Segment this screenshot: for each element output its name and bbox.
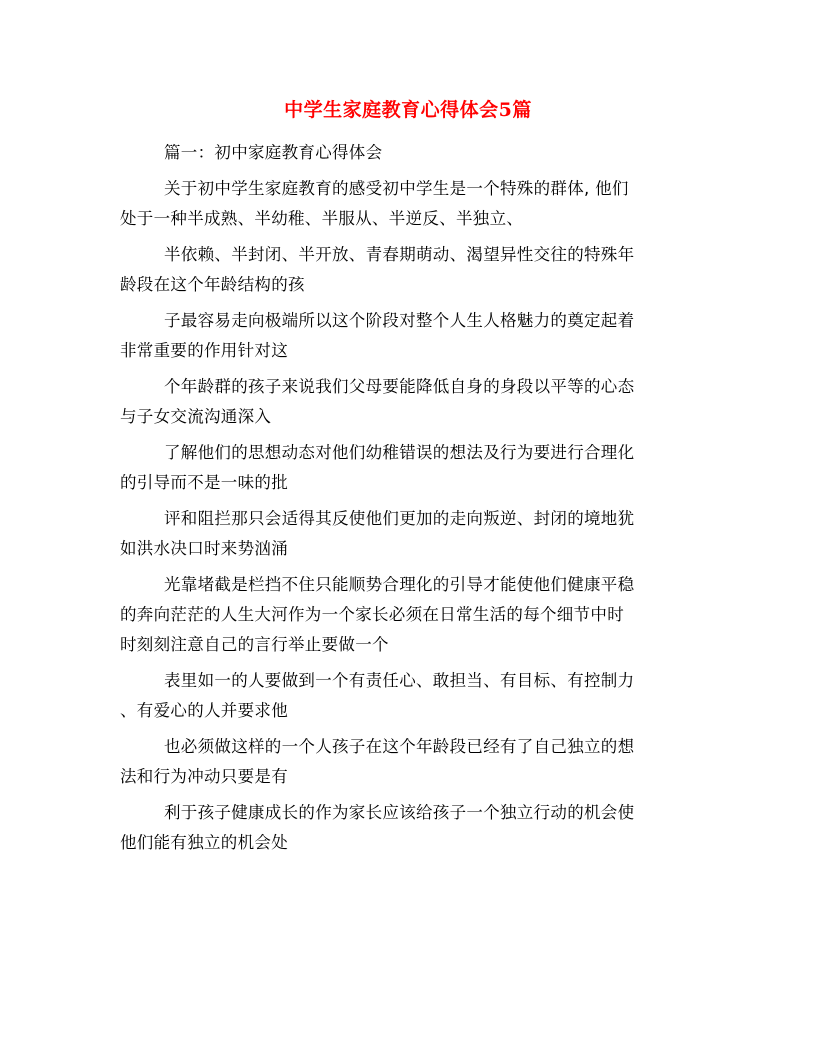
paragraph-line: 非常重要的作用针对这 bbox=[120, 341, 288, 360]
paragraph-line: 、有爱心的人并要求他 bbox=[120, 701, 288, 720]
paragraph-line: 法和行为冲动只要是有 bbox=[120, 767, 288, 786]
paragraph bbox=[120, 732, 696, 798]
paragraph-line: 光靠堵截是栏挡不住只能顺势合理化的引导才能使他们健康平稳 bbox=[164, 575, 635, 594]
paragraph bbox=[120, 240, 696, 306]
paragraph-line: 与子女交流沟通深入 bbox=[120, 407, 272, 426]
paragraph-line: 也必须做这样的一个人孩子在这个年龄段已经有了自己独立的想 bbox=[164, 737, 635, 756]
paragraph bbox=[120, 438, 696, 504]
paragraph bbox=[120, 174, 696, 240]
document-title: 中学生家庭教育心得体会5篇 bbox=[284, 99, 532, 121]
paragraph-line: 如洪水决口时来势汹涌 bbox=[120, 539, 288, 558]
paragraph-line: 的引导而不是一味的批 bbox=[120, 473, 288, 492]
paragraph-line: 时刻刻注意自己的言行举止要做一个 bbox=[120, 635, 389, 654]
paragraph-line: 关于初中学生家庭教育的感受初中学生是一个特殊的群体, 他们 bbox=[164, 179, 629, 198]
paragraph-line: 的奔向茫茫的人生大河作为一个家长必须在日常生活的每个细节中时 bbox=[120, 605, 624, 624]
paragraph-line: 利于孩子健康成长的作为家长应该给孩子一个独立行动的机会使 bbox=[164, 803, 635, 822]
paragraph-line: 评和阻拦那只会适得其反使他们更加的走向叛逆、封闭的境地犹 bbox=[164, 509, 635, 528]
paragraph bbox=[120, 306, 696, 372]
spacer bbox=[120, 858, 696, 864]
paragraph-line: 处于一种半成熟、半幼稚、半服从、半逆反、半独立、 bbox=[120, 209, 524, 228]
paragraph-line: 个年龄群的孩子来说我们父母要能降低自身的身段以平等的心态 bbox=[164, 377, 635, 396]
paragraph bbox=[120, 666, 696, 732]
paragraph-list bbox=[120, 174, 696, 864]
paragraph-line: 他们能有独立的机会处 bbox=[120, 833, 288, 852]
paragraph-line: 半依赖、半封闭、半开放、青春期萌动、渴望异性交往的特殊年 bbox=[164, 245, 635, 264]
document-body bbox=[120, 138, 696, 864]
paragraph-line: 了解他们的思想动态对他们幼稚错误的想法及行为要进行合理化 bbox=[164, 443, 635, 462]
paragraph-line: 表里如一的人要做到一个有责任心、敢担当、有目标、有控制力 bbox=[164, 671, 635, 690]
paragraph bbox=[120, 504, 696, 570]
paragraph-line: 龄段在这个年龄结构的孩 bbox=[120, 275, 305, 294]
paragraph bbox=[120, 372, 696, 438]
paragraph-line: 子最容易走向极端所以这个阶段对整个人生人格魅力的奠定起着 bbox=[164, 311, 635, 330]
paragraph bbox=[120, 798, 696, 864]
paragraph bbox=[120, 570, 696, 666]
section-heading: 篇一：初中家庭教育心得体会 bbox=[164, 143, 383, 162]
